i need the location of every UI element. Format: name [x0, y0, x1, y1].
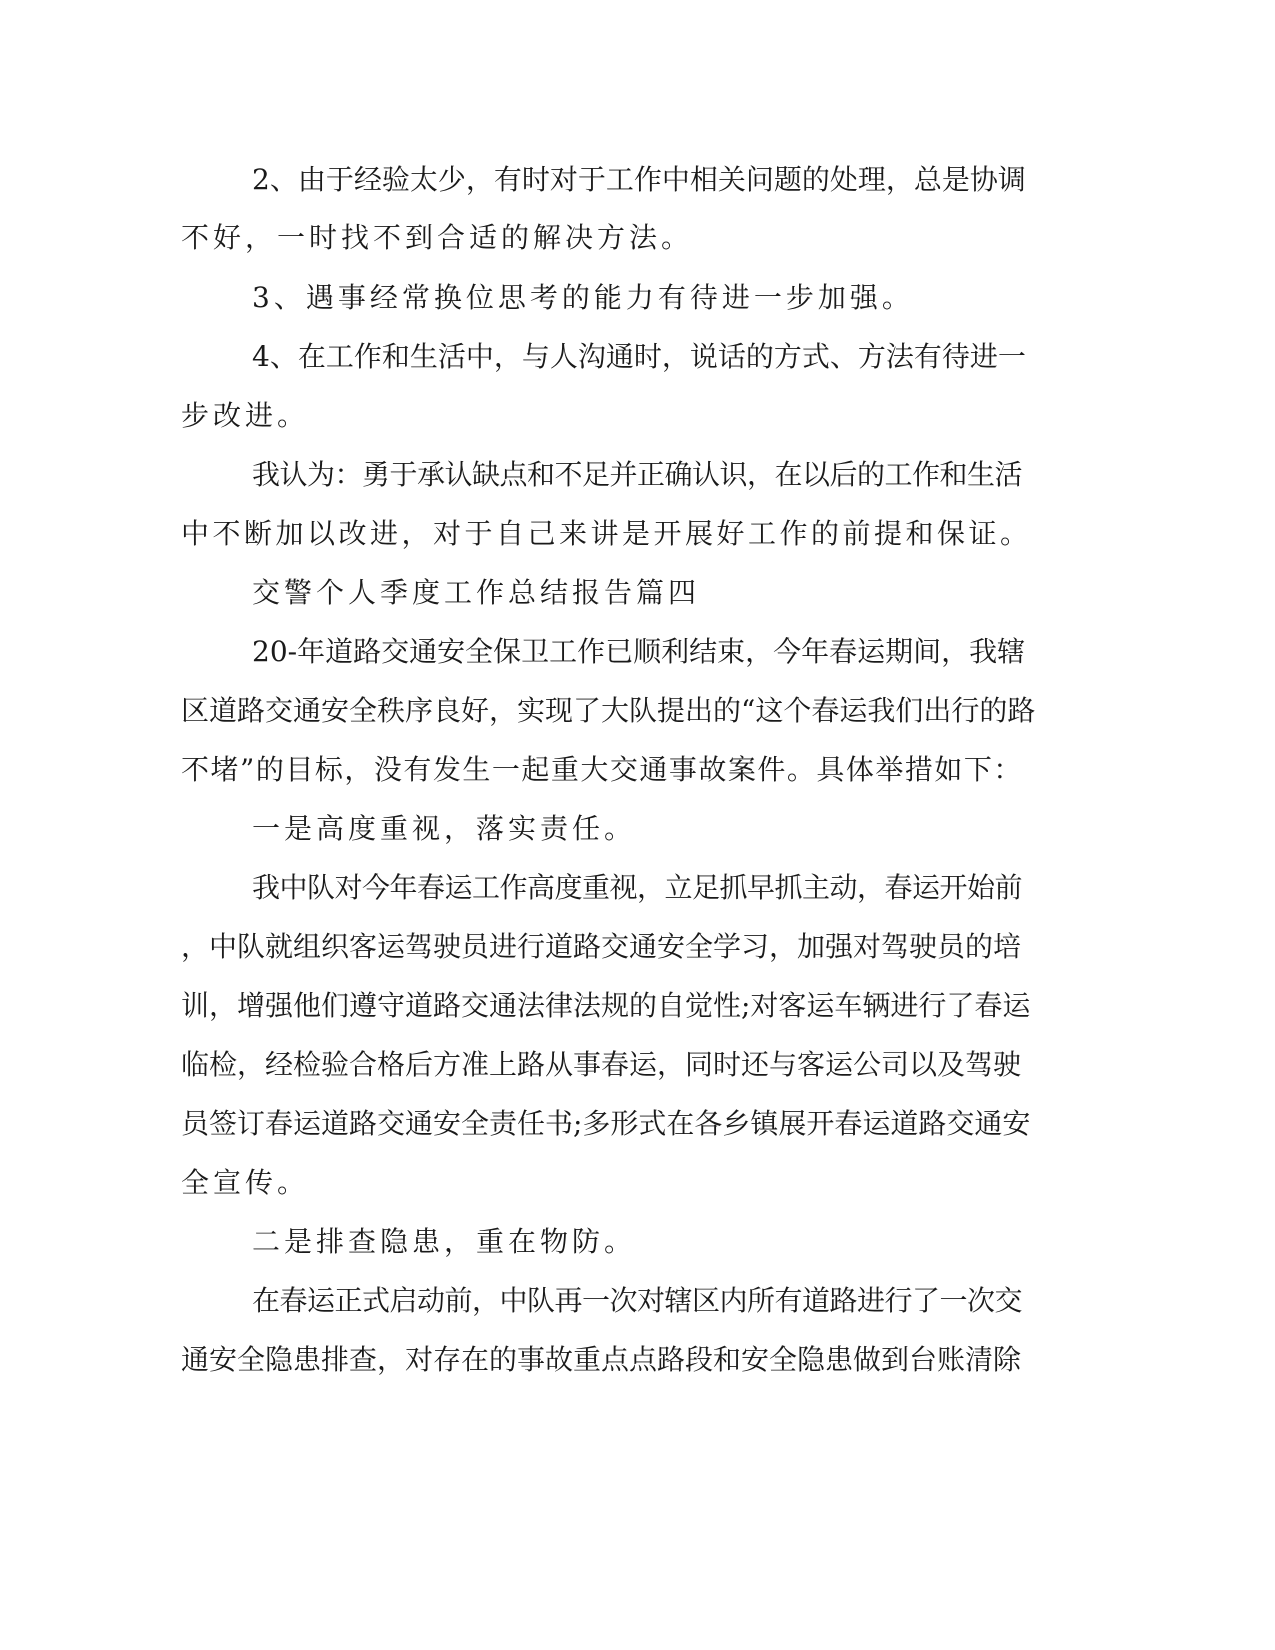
text-line: 员签订春运道路交通安全责任书;多形式在各乡镇展开春运道路交通安 — [181, 1107, 1031, 1140]
text-line: 临检，经检验合格后方准上路从事春运，同时还与客运公司以及驾驶 — [181, 1048, 1022, 1081]
text-line: 步改进。 — [181, 399, 310, 432]
text-line: 中不断加以改进，对于自己来讲是开展好工作的前提和保证。 — [181, 517, 1032, 550]
text-line: 20-年道路交通安全保卫工作已顺利结束，今年春运期间，我辖 — [252, 635, 1026, 668]
text-line: 3、遇事经常换位思考的能力有待进一步加强。 — [252, 281, 914, 314]
text-line: 我认为：勇于承认缺点和不足并正确认识，在以后的工作和生活 — [252, 458, 1023, 491]
text-line: 通安全隐患排查，对存在的事故重点点路段和安全隐患做到台账清除 — [181, 1343, 1022, 1376]
text-line: 全宣传。 — [181, 1166, 310, 1199]
text-line: 二是排查隐患，重在物防。 — [252, 1225, 637, 1258]
text-line: 我中队对今年春运工作高度重视，立足抓早抓主动，春运开始前 — [252, 871, 1023, 904]
text-line: 在春运正式启动前，中队再一次对辖区内所有道路进行了一次交 — [252, 1284, 1023, 1317]
section-heading: 交警个人季度工作总结报告篇四 — [252, 576, 701, 609]
text-line: ，中队就组织客运驾驶员进行道路交通安全学习，加强对驾驶员的培 — [181, 930, 1022, 963]
text-line: 不堵”的目标，没有发生一起重大交通事故案件。具体举措如下： — [181, 753, 1023, 786]
text-line: 训，增强他们遵守道路交通法律法规的自觉性;对客运车辆进行了春运 — [181, 989, 1031, 1022]
text-line: 4、在工作和生活中，与人沟通时，说话的方式、方法有待进一 — [252, 340, 1026, 373]
text-line: 区道路交通安全秩序良好，实现了大队提出的“这个春运我们出行的路 — [181, 694, 1036, 727]
text-line: 一是高度重视，落实责任。 — [252, 812, 637, 845]
text-line: 不好，一时找不到合适的解决方法。 — [181, 221, 694, 254]
text-line: 2、由于经验太少，有时对于工作中相关问题的处理，总是协调 — [252, 163, 1026, 196]
